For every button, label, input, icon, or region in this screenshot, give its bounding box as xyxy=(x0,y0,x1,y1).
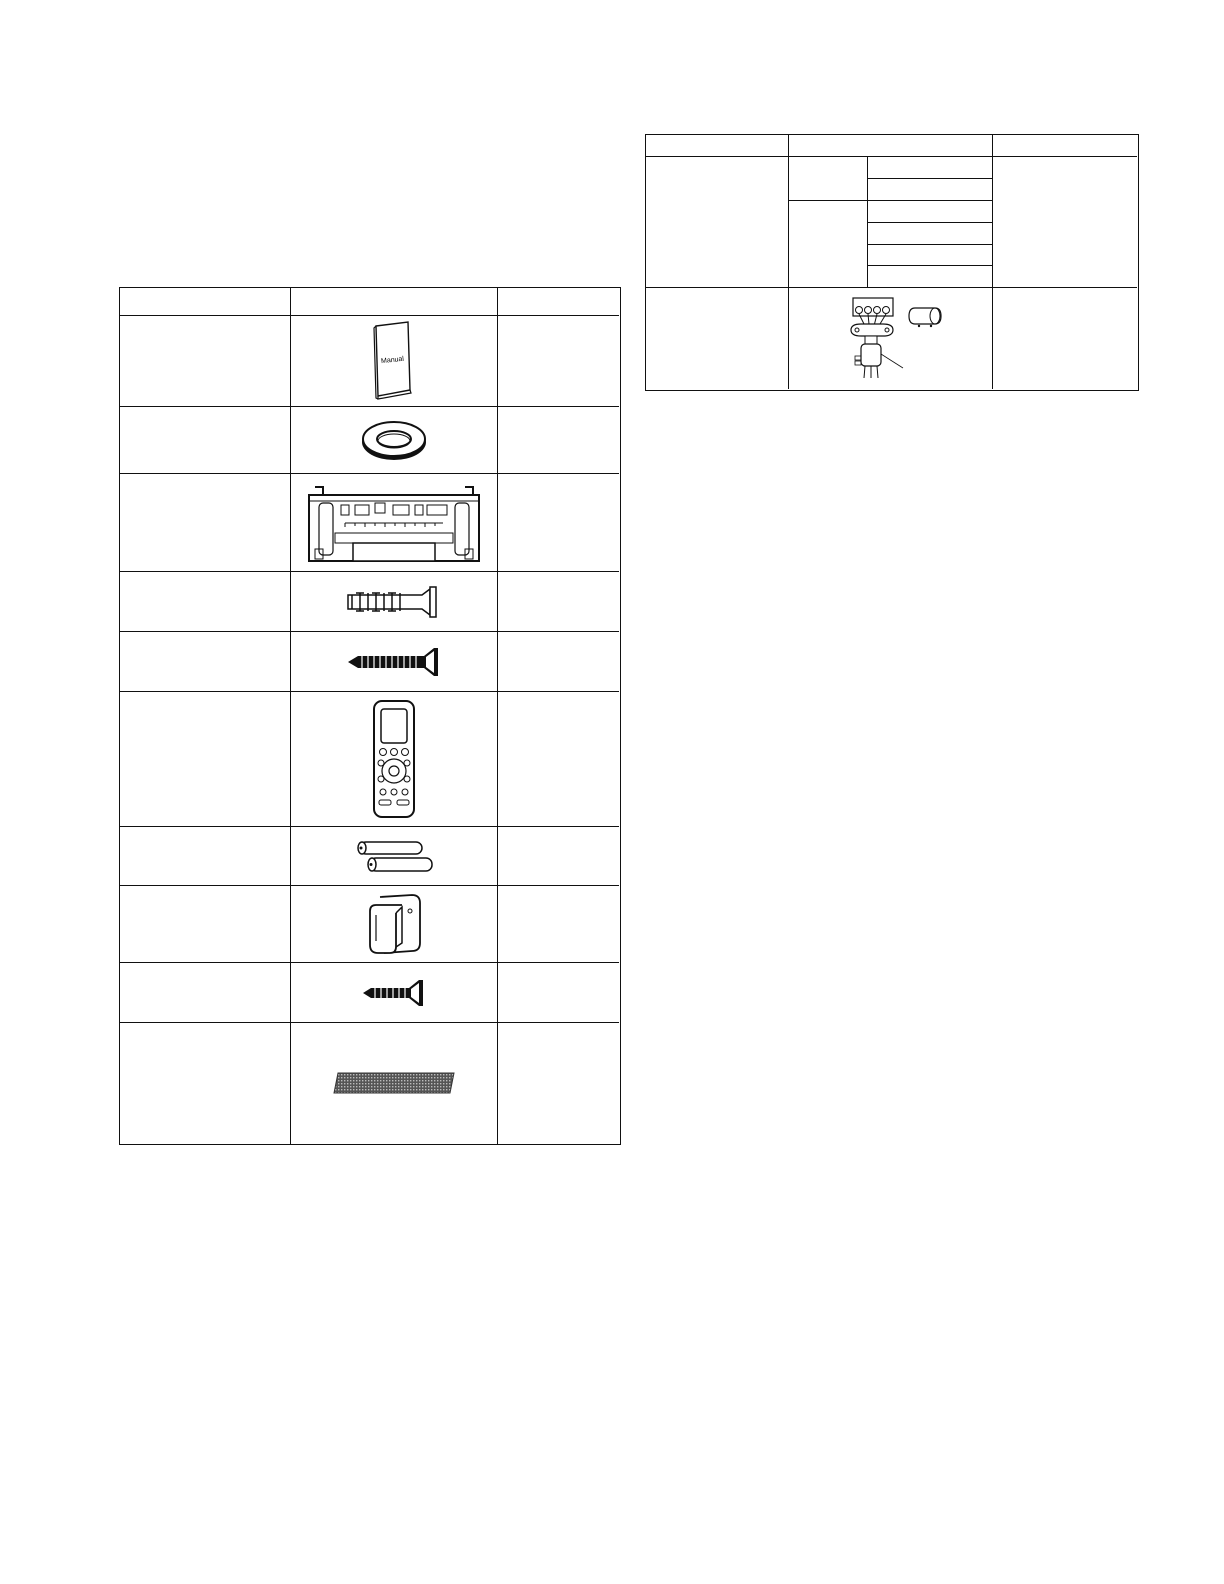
wall-anchor-icon xyxy=(291,572,497,631)
row-divider xyxy=(868,222,992,223)
remote-control-icon xyxy=(291,692,497,826)
row-divider xyxy=(646,156,1137,157)
row-divider xyxy=(789,200,992,201)
filter-strip-icon xyxy=(291,1023,497,1143)
manual-book-label: Manual xyxy=(380,355,405,366)
wiring-terminal-icon xyxy=(789,288,992,389)
row-divider xyxy=(868,178,992,179)
batteries-icon xyxy=(291,827,497,885)
row-divider xyxy=(868,244,992,245)
mounting-plate-icon xyxy=(291,474,497,571)
col-divider xyxy=(992,135,993,389)
screw-large-icon xyxy=(291,632,497,691)
manual-book-icon xyxy=(291,316,497,406)
seal-ring-icon xyxy=(291,407,497,473)
screw-small-icon xyxy=(291,963,497,1022)
remote-holder-icon xyxy=(291,886,497,962)
col-divider xyxy=(497,288,498,1144)
row-divider xyxy=(868,265,992,266)
